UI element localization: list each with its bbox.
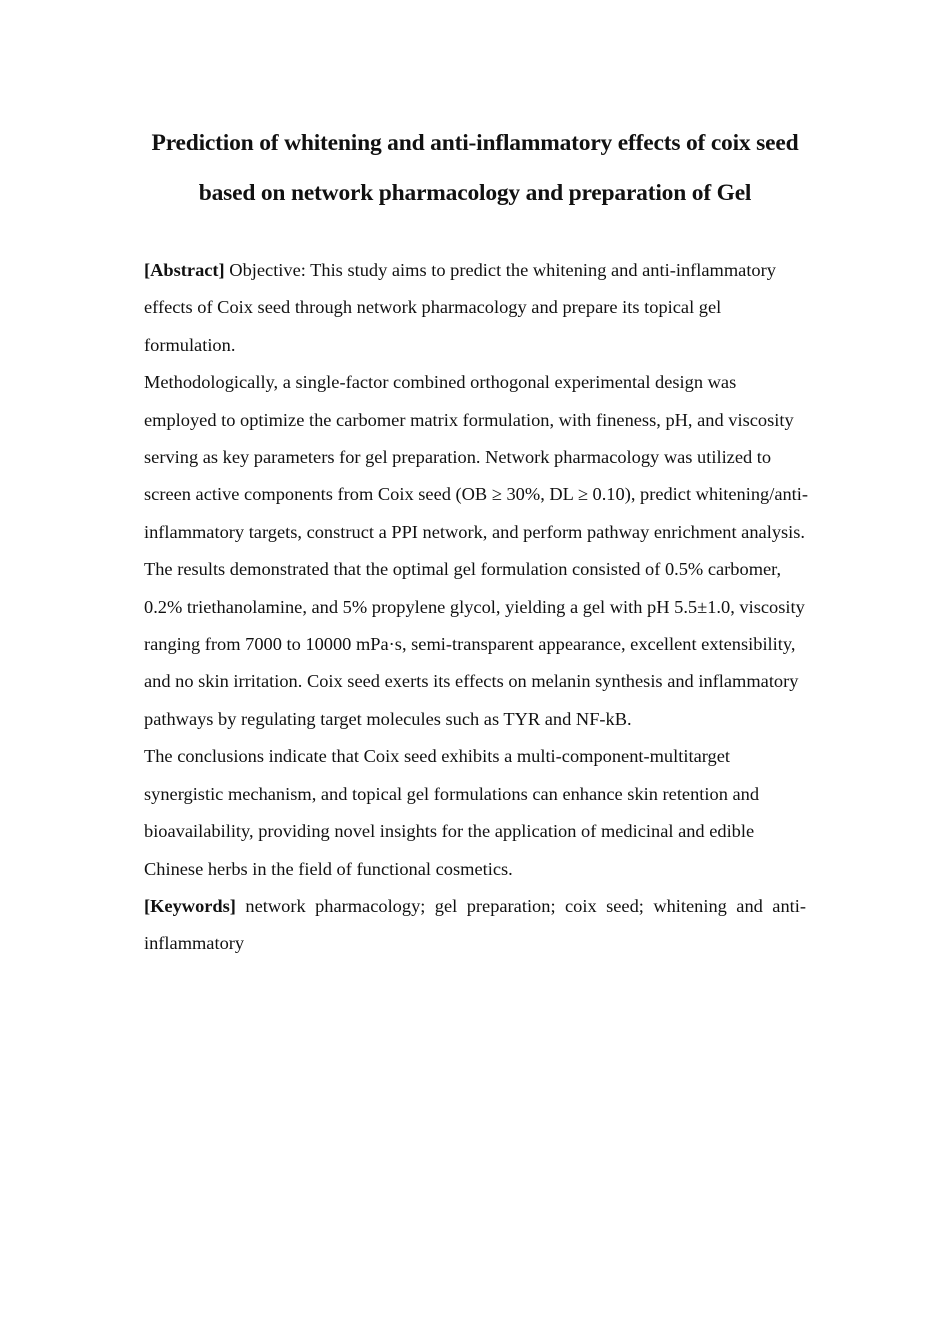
keywords-label: [Keywords]: [144, 895, 236, 916]
keywords-text: network pharmacology; gel preparation; coix seed; whitening and anti-inflammatory: [144, 895, 806, 954]
abstract-methods-paragraph: Methodologically, a single-factor combined orthogonal experimental design was employed to optimize the carbomer matrix formulation, with fineness, pH, and viscosity serving as key parameters for gel preparation. Network pharmacology was utilized to screen active components from Coix seed (OB ≥ 30%, DL ≥ 0.10), predict whitening/anti-inflammatory targets, construct a PPI network, and perform pathway enrichment analysis.: [144, 372, 809, 542]
abstract-label: [Abstract]: [144, 260, 225, 280]
paper-title: [100, 118, 850, 218]
abstract-section: [144, 252, 812, 963]
abstract-objective-text: Objective: This study aims to predict the whitening and anti-inflammatory effects of Coix seed through network pharmacology and prepare its topical gel formulation.: [144, 260, 776, 355]
abstract-conclusions-paragraph: The conclusions indicate that Coix seed exhibits a multi-component-multitarget synergistic mechanism, and topical gel formulations can enhance skin retention and bioavailability, providing novel insights for the application of medicinal and edible Chinese herbs in the field of functional cosmetics.: [144, 746, 760, 879]
title-line-2: based on network pharmacology and preparation of Gel: [198, 180, 752, 206]
keywords-paragraph: [144, 888, 806, 963]
title-line-1: Prediction of whitening and anti-inflammatory effects of coix seed: [151, 130, 799, 156]
abstract-results-paragraph: The results demonstrated that the optimal gel formulation consisted of 0.5% carbomer, 0.2% triethanolamine, and 5% propylene glycol, yielding a gel with pH 5.5±1.0, viscosity ranging from 7000 to 10000 mPa·s, semi-transparent appearance, excellent extensibility, and no skin irritation. Coix seed exerts its effects on melanin synthesis and inflammatory pathways by regulating target molecules such as TYR and NF-kB.: [144, 559, 805, 729]
abstract-objective-paragraph: [144, 252, 812, 364]
